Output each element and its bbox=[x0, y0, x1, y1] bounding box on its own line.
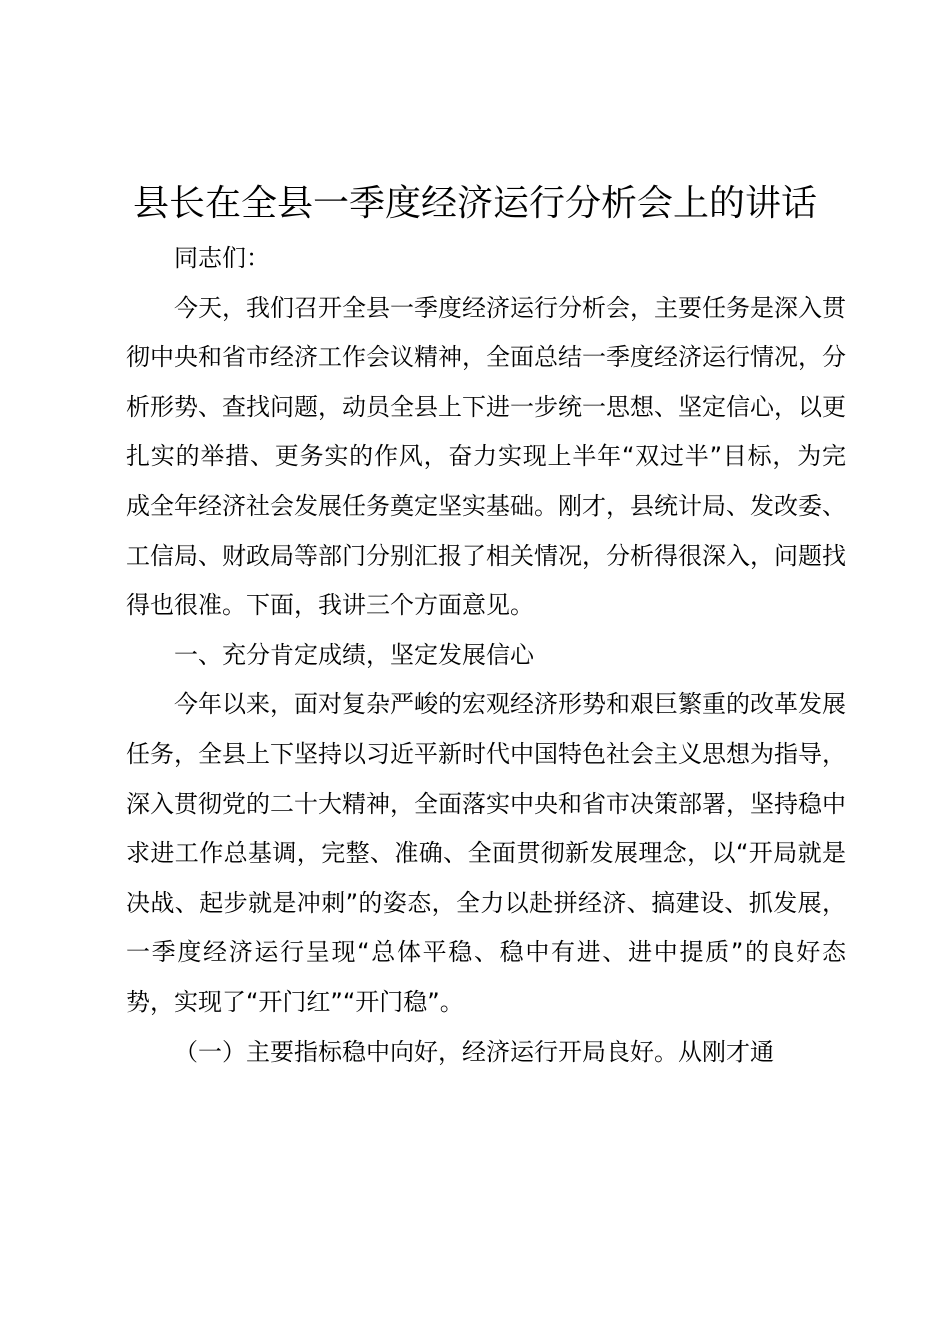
document-body bbox=[126, 234, 846, 1077]
section-heading-1: 一、充分肯定成绩，坚定发展信心 bbox=[174, 640, 534, 669]
intro-paragraph: 今天，我们召开全县一季度经济运行分析会，主要任务是深入贯彻中央和省市经济工作会议精神，全面总结一季度经济运行情况，分析形势、查找问题，动员全县上下进一步统一思想、坚定信心，以更扎实的举措、更务实的作风，奋力实现上半年“双过半”目标，为完成全年经济社会发展任务奠定坚实基础。刚才，县统计局、发改委、工信局、财政局等部门分别汇报了相关情况，分析得很深入，问题找得也很准。下面，我讲三个方面意见。 bbox=[126, 293, 846, 620]
document-title: 县长在全县一季度经济运行分析会上的讲话 bbox=[132, 183, 817, 224]
subsection-1-paragraph: （一）主要指标稳中向好，经济运行开局良好。从刚才通 bbox=[174, 1037, 774, 1066]
section-1-paragraph: 今年以来，面对复杂严峻的宏观经济形势和艰巨繁重的改革发展任务，全县上下坚持以习近平新时代中国特色社会主义思想为指导，深入贯彻党的二十大精神，全面落实中央和省市决策部署，坚持稳中求进工作总基调，完整、准确、全面贯彻新发展理念，以“开局就是决战、起步就是冲刺”的姿态，全力以赴拼经济、搞建设、抓发展，一季度经济运行呈现“总体平稳、稳中有进、进中提质”的良好态势，实现了“开门红”“开门稳”。 bbox=[126, 690, 846, 1016]
greeting: 同志们： bbox=[174, 244, 270, 272]
